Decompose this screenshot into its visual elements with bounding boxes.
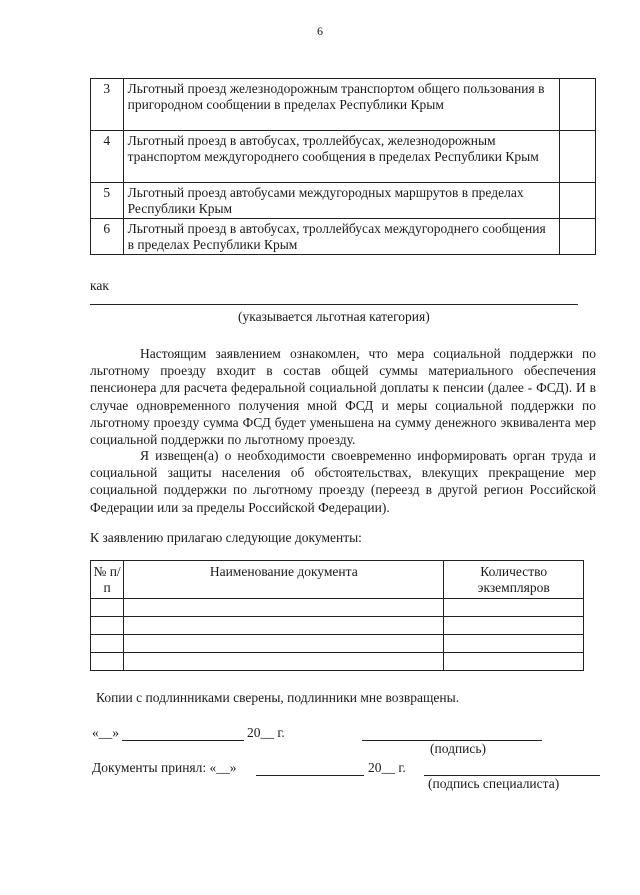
col-header-name: Наименование документа <box>124 561 444 599</box>
notice-paragraph-1: Настоящим заявлением ознакомлен, что мера социальной поддержки по льготному проезду входит в состав общей суммы материального обеспечения пенсионера для расчета федеральной социальной доплаты к пенсии (далее - ФСД). И в случае одновременного получения мной ФСД и меры социальной поддержки по льготному проезду сумма ФСД будет уменьшена на сумму денежного эквивалента мер социальной поддержки по льготному проезду. <box>90 346 596 448</box>
kak-label: как <box>90 278 109 293</box>
benefit-checkbox-cell[interactable] <box>559 131 595 183</box>
benefit-text: Льготный проезд автобусами междугородных маршрутов в пределах Республики Крым <box>123 183 559 219</box>
table-cell[interactable] <box>124 617 444 635</box>
benefit-text: Льготный проезд в автобусах, троллейбусах, железнодорожным транспортом междугороднего сообщения в пределах Республики Крым <box>123 131 559 183</box>
benefit-text: Льготный проезд железнодорожным транспортом общего пользования в пригородном сообщении в пределах Республики Крым <box>123 79 559 131</box>
table-cell[interactable] <box>444 635 584 653</box>
table-cell[interactable] <box>444 653 584 671</box>
table-row <box>91 79 596 131</box>
table-header-row <box>91 561 584 599</box>
copies-statement: Копии с подлинниками сверены, подлинники мне возвращены. <box>96 690 460 705</box>
year-label: 20__ г. <box>247 725 285 740</box>
date-open: «__» <box>92 725 119 740</box>
table-cell[interactable] <box>124 653 444 671</box>
table-row <box>91 183 596 219</box>
page-number: 6 <box>317 24 323 38</box>
benefit-checkbox-cell[interactable] <box>559 219 595 255</box>
benefit-checkbox-cell[interactable] <box>559 183 595 219</box>
table-row <box>91 219 596 255</box>
table-row <box>91 131 596 183</box>
table-row <box>91 635 584 653</box>
notice-paragraph-2: Я извещен(а) о необходимости своевременно информировать орган труда и социальной защиты населения об обстоятельствах, влекущих прекращение мер социальной поддержки по льготному проезду (переезд в другой регион Российской Федерации или за пределы Российской Федерации). <box>90 448 596 515</box>
table-cell[interactable] <box>91 599 124 617</box>
benefit-text: Льготный проезд в автобусах, троллейбусах междугороднего сообщения в пределах Республики Крым <box>123 219 559 255</box>
table-cell[interactable] <box>124 635 444 653</box>
table-cell[interactable] <box>91 653 124 671</box>
table-cell[interactable] <box>444 599 584 617</box>
table-cell[interactable] <box>444 617 584 635</box>
documents-intro: К заявлению прилагаю следующие документы: <box>90 530 362 545</box>
accepted-label: Документы принял: «__» <box>92 760 237 775</box>
benefits-table <box>90 78 596 255</box>
row-number: 6 <box>91 219 124 255</box>
table-cell[interactable] <box>91 617 124 635</box>
specialist-signature-caption: (подпись специалиста) <box>428 776 560 791</box>
signature-caption: (подпись) <box>430 741 487 756</box>
accepted-month-line[interactable] <box>256 775 364 776</box>
table-row <box>91 617 584 635</box>
row-number: 5 <box>91 183 124 219</box>
accepted-year-label: 20__ г. <box>368 760 406 775</box>
table-cell[interactable] <box>124 599 444 617</box>
table-row <box>91 599 584 617</box>
row-number: 3 <box>91 79 124 131</box>
col-header-number: № п/п <box>91 561 124 599</box>
table-row <box>91 653 584 671</box>
benefit-checkbox-cell[interactable] <box>559 79 595 131</box>
category-fill-line[interactable] <box>90 304 578 305</box>
col-header-count: Количество экземпляров <box>444 561 584 599</box>
row-number: 4 <box>91 131 124 183</box>
category-caption: (указывается льготная категория) <box>238 309 430 324</box>
documents-table <box>90 560 584 671</box>
date-month-line[interactable] <box>122 740 244 741</box>
table-cell[interactable] <box>91 635 124 653</box>
